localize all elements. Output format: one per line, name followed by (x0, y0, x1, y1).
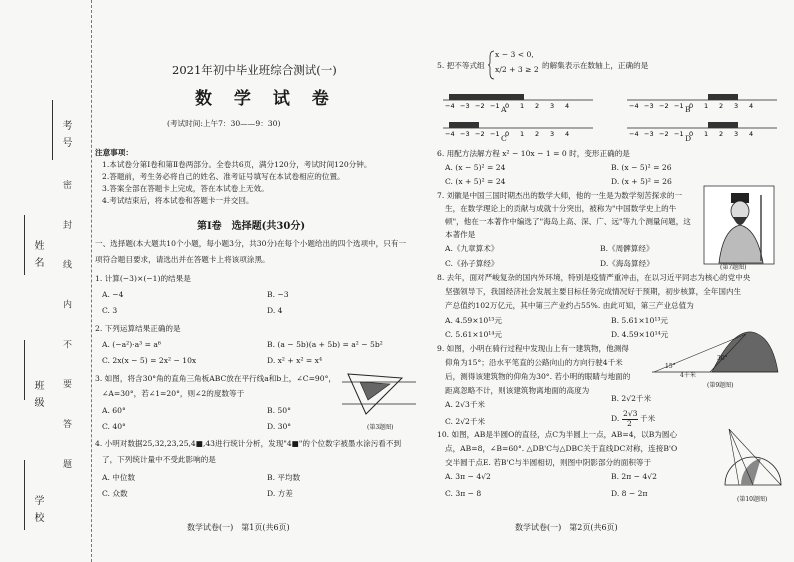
q5-tick-label: −2 (475, 102, 485, 110)
q3-option-b: B. 50° (267, 406, 291, 415)
q4-stem: 4. 小明对数据25,32,23,25,4■,43进行统计分析，发现"4■"的个位数字被墨水涂污看不到 (95, 439, 402, 448)
q9-option-d-denominator: 2 (627, 419, 632, 428)
seal-line-text: 密 封 线 内 不 要 答 题 (61, 180, 71, 483)
q5-tick-label: 3 (550, 102, 555, 110)
part1-intro: 一、选择题(本大题共10个小题，每小题3分，共30分)在每个小题给出的四个选项中，只有一 (95, 239, 407, 248)
q5-tick-label: 2 (719, 102, 724, 110)
q10-figure (721, 425, 785, 495)
q9-option-d-unit: 千米 (640, 414, 656, 423)
q5-tick-label: −4 (445, 130, 455, 138)
q5-tick-label: −1 (674, 102, 684, 110)
q5-solution-segment (449, 94, 524, 100)
q5-option-c: C (501, 134, 507, 143)
q7-option-b: B.《周髀算经》 (600, 244, 654, 253)
q5-tick-label: 4 (749, 130, 754, 138)
q5-number-line (627, 122, 777, 138)
q7-option-c: C.《孙子算经》 (445, 259, 499, 268)
q6-option-b: B. (x − 5)² = 26 (611, 163, 672, 172)
q9-stem: 距离忽略不计，则该建筑物离地面的高度为 (445, 386, 590, 395)
q5-number-line (443, 122, 593, 138)
q6-stem: 6. 用配方法解方程 x² − 10x − 1 = 0 时，变形正确的是 (437, 149, 630, 158)
q5-tick-label: 4 (749, 102, 754, 110)
q5-stem-tail: 的解集表示在数轴上，正确的是 (542, 61, 649, 70)
q8-option-a: A. 4.59×10¹³元 (445, 316, 502, 325)
q5-option-b: B (685, 105, 691, 114)
part1-title: 第Ⅰ卷 选择题(共30分) (197, 221, 306, 232)
q3-figure-caption: (第3题图) (367, 424, 394, 431)
right-column (425, 0, 790, 562)
q5-tick-label: −4 (629, 102, 639, 110)
banji-label: 班 级 (32, 380, 43, 410)
q10-option-d: D. 8 − 2π (611, 489, 648, 498)
part1-intro: 项符合题目要求，请选出并在答题卡上将该项涂黑。 (95, 255, 270, 264)
q5-tick-label: −1 (490, 130, 500, 138)
q5-tick-label: 2 (719, 130, 724, 138)
xuexiao-label: 学 校 (32, 495, 43, 525)
q1-option-a: A. −4 (102, 290, 124, 299)
q4-option-a: A. 中位数 (102, 473, 136, 482)
q5-tick-label: −1 (674, 130, 684, 138)
q10-option-b: B. 2π − 4√2 (611, 472, 657, 481)
q5-inequality-1: x − 3 < 0, (495, 50, 534, 59)
q5-tick-label: 0 (505, 130, 510, 138)
q5-tick-label: −1 (490, 102, 500, 110)
q10-option-c: C. 3π − 8 (445, 489, 482, 498)
q5-tick-label: −2 (659, 102, 669, 110)
q5-solution-segment (708, 122, 738, 128)
q6-option-d: D. (x + 5)² = 26 (611, 177, 672, 186)
q9-option-c: C. 2√2千米 (445, 417, 486, 426)
q10-stem: 10. 如图，AB是半圆O的直径，点C为半圆上一点，AB=4，以B为圆心 (437, 430, 678, 439)
q9-stem: 9. 如图，小明在骑行过程中发现山上有一建筑物，他测得 (437, 344, 629, 353)
q2-option-d: D. x² + x² = x⁴ (267, 356, 323, 365)
q9-stem: 仰角为15°；沿水平笔直的公路向山的方向行驶4千米 (445, 358, 623, 367)
q1-stem: 1. 计算(−3)×(−1)的结果是 (95, 274, 191, 283)
q5-tick-label: −2 (659, 130, 669, 138)
q5-option-d: D (685, 134, 692, 143)
q5-tick-label: −4 (629, 130, 639, 138)
note-item: 4.考试结束后，将本试卷和答题卡一并交回。 (102, 196, 254, 205)
xingming-label: 姓 名 (32, 240, 43, 270)
q2-stem: 2. 下列运算结果正确的是 (95, 324, 181, 333)
exam-time: (考试时间:上午7：30——9：30) (167, 119, 281, 128)
q7-portrait (703, 185, 775, 265)
page-footer-left: 数学试卷(一) 第1页(共6页) (187, 523, 290, 532)
q5-tick-label: 1 (704, 102, 709, 110)
binding-margin (0, 0, 92, 562)
q10-figure-caption: (第10题图) (737, 496, 768, 503)
q5-inequality-2: x/2 + 3 ≥ 2 (495, 65, 539, 74)
q9-option-a: A. 2√3千米 (445, 400, 486, 409)
q8-option-d: D. 4.59×10¹⁴元 (611, 330, 669, 339)
note-item: 2.答题前，考生务必将自己的姓名、准考证号填写在本试卷相应的位置。 (102, 172, 345, 181)
q3-stem: ∠A=30°，若∠1=20°，则∠2的度数等于 (102, 389, 245, 398)
q7-option-a: A.《九章算术》 (445, 244, 499, 253)
q3-figure (340, 368, 418, 428)
q4-option-b: B. 平均数 (267, 473, 301, 482)
q5-tick-label: 1 (520, 102, 525, 110)
q9-option-b: B. 2√2千米 (611, 394, 652, 403)
left-column (92, 0, 422, 562)
q5-brace (487, 50, 495, 80)
q9-option-d-prefix: D. (611, 414, 620, 423)
q5-option-a: A (501, 105, 507, 114)
q2-option-b: B. (a − 5b)(a + 5b) = a² − 5b² (267, 340, 383, 349)
q5-tick-label: 0 (689, 102, 694, 110)
q7-option-d: D.《海岛算经》 (600, 259, 654, 268)
q3-option-a: A. 60° (102, 406, 126, 415)
q5-tick-label: −4 (445, 102, 455, 110)
q5-tick-label: 1 (704, 130, 709, 138)
q4-option-d: D. 方差 (267, 489, 293, 498)
q7-stem: 本著作是 (445, 230, 476, 239)
q3-option-c: C. 40° (102, 422, 126, 431)
q4-option-c: C. 众数 (102, 489, 128, 498)
q5-solution-segment (449, 122, 479, 128)
q7-figure-caption: (第7题图) (720, 264, 747, 271)
q6-option-c: C. (x + 5)² = 24 (445, 177, 506, 186)
q8-option-c: C. 5.61×10¹⁴元 (445, 330, 502, 339)
q5-tick-label: 1 (520, 130, 525, 138)
q5-solution-segment (708, 94, 738, 100)
q5-tick-label: 4 (565, 130, 570, 138)
q5-tick-label: 2 (535, 130, 540, 138)
q5-tick-label: −3 (644, 130, 654, 138)
q9-angle-15: 15° (665, 363, 676, 370)
q4-stem: 了，下列统计量中不受此影响的是 (102, 455, 216, 464)
q7-stem: 7. 刘徽是中国三国时期杰出的数学大师，他的一生是为数学刻苦探求的一 (437, 191, 683, 200)
q1-option-b: B. −3 (267, 290, 289, 299)
q5-number-line (627, 94, 777, 110)
q10-stem: 交半圆于点E. 若B'C与半圆相切，则图中阴影部分的面积等于 (445, 458, 652, 467)
note-item: 3.答案全部在答题卡上完成，答在本试卷上无效。 (102, 184, 269, 193)
q2-option-a: A. (−a²)·a³ = a⁶ (102, 340, 161, 349)
kaohao-label: 考 号 (60, 120, 71, 150)
q5-tick-label: 0 (505, 102, 510, 110)
q9-option-d-numerator: 2√3 (623, 409, 638, 418)
q7-stem: 顿"，他在一本著作中编选了"海岛上高、深、广、远"等九个测量问题，这 (445, 217, 691, 226)
q3-option-d: D. 30° (267, 422, 292, 431)
q8-stem: 产总值约102万亿元，其中第三产业约占55%. 由此可知，第三产业总值为 (445, 301, 694, 310)
exam-title: 2021年初中毕业班综合测试(一) (172, 63, 337, 77)
q5-number-line (443, 94, 593, 110)
q5-tick-label: −2 (475, 130, 485, 138)
q5-tick-label: −3 (644, 102, 654, 110)
q8-option-b: B. 5.61×10¹³元 (611, 316, 669, 325)
q5-tick-label: 3 (734, 130, 739, 138)
q1-option-d: D. 4 (267, 306, 283, 315)
q10-stem: 点，AB=8，∠B=60°. △DB'C与△DBC关于直线DC对称，连接B'O (445, 444, 678, 453)
q10-option-a: A. 3π − 4√2 (445, 472, 491, 481)
q5-tick-label: 4 (565, 102, 570, 110)
notes-heading: 注意事项： (95, 148, 133, 157)
q7-stem: 生，在数学理论上的贡献与成就十分突出，被称为"中国数学史上的牛 (445, 204, 677, 213)
q5-number-lines (443, 84, 783, 144)
q5-tick-label: −3 (460, 130, 470, 138)
q3-stem: 3. 如图，将含30°角的直角三角板ABC放在平行线a和b上，∠C=90°， (95, 374, 336, 383)
q9-stem: 后，测得该建筑物的仰角为30°. 若小明的眼睛与地面的 (445, 372, 631, 381)
q9-distance-label: 4千米 (680, 372, 696, 379)
q6-option-a: A. (x − 5)² = 24 (445, 163, 506, 172)
q5-stem: 5. 把不等式组 (437, 61, 485, 70)
q9-angle-30: 30° (717, 355, 728, 362)
q8-stem: 坚强领导下，我国经济社会发展主要目标任务完成情况好于预期，初步核算，全年国内生 (445, 287, 742, 296)
q5-tick-label: −3 (460, 102, 470, 110)
q9-figure-caption: (第9题图) (707, 382, 734, 389)
note-item: 1.本试卷分第Ⅰ卷和第Ⅱ卷两部分。全卷共6页，满分120分，考试时间120分钟。 (102, 160, 372, 169)
q5-tick-label: 2 (535, 102, 540, 110)
q5-tick-label: 0 (689, 130, 694, 138)
q5-tick-label: 3 (734, 102, 739, 110)
page-footer-right: 数学试卷(一) 第2页(共6页) (515, 523, 618, 532)
q8-stem: 8. 去年，面对严峻复杂的国内外环境，特别是疫情严重冲击，在以习近平同志为核心的党中央 (437, 273, 751, 282)
q1-option-c: C. 3 (102, 306, 118, 315)
subject-title: 数 学 试 卷 (195, 89, 337, 109)
q5-tick-label: 3 (550, 130, 555, 138)
q2-option-c: C. 2x(x − 5) = 2x² − 10x (102, 356, 197, 365)
q9-figure (650, 330, 780, 380)
